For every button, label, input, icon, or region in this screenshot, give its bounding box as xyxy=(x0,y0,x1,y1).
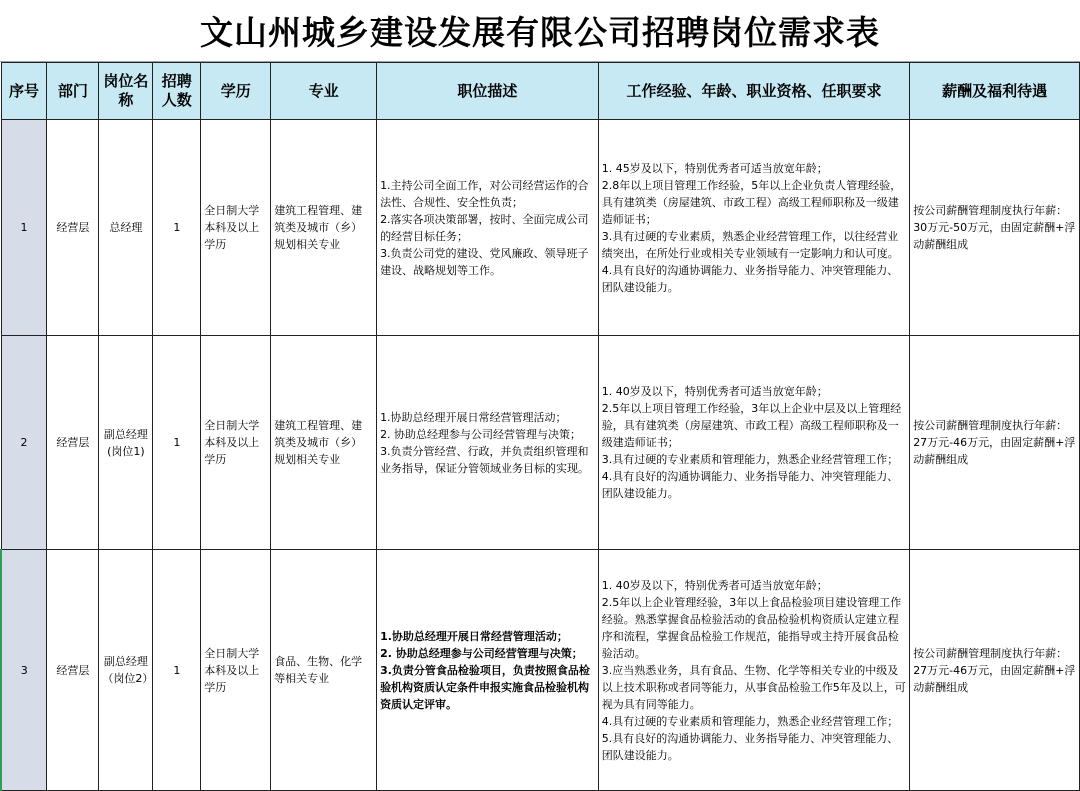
req-line: 1. 40岁及以下，特别优秀者可适当放宽年龄； xyxy=(601,578,828,592)
desc-line: 3.负责分管食品检验项目，负责按照食品检验机构资质认定条件申报实施食品检验机构资质认定评审。 xyxy=(380,663,590,711)
table-row xyxy=(1,120,1080,336)
row-major: 食品、生物、化学等相关专业 xyxy=(271,550,377,791)
req-line: 3.具有过硬的专业素质和管理能力，熟悉企业经营管理工作； xyxy=(601,453,899,466)
req-line: 1. 40岁及以下，特别优秀者可适当放宽年龄； xyxy=(601,385,828,398)
page-title: 文山州城乡建设发展有限公司招聘岗位需求表 xyxy=(0,0,1080,62)
req-line: 3.具有过硬的专业素质，熟悉企业经营管理工作，以往经营业绩突出，在所处行业或相关专业领域有一定影响力和认可度。 xyxy=(601,229,899,260)
req-line: 3.应当熟悉业务，具有食品、生物、化学等相关专业的中级及以上技术职称或者同等能力，从事食品检验工作5年及以上，可视为具有同等能力。 xyxy=(601,663,906,711)
row-major: 建筑工程管理、建筑类及城市（乡）规划相关专业 xyxy=(271,120,377,336)
row-post: 副总经理（岗位2） xyxy=(99,550,153,791)
row-count: 1 xyxy=(153,550,201,791)
row-req xyxy=(598,550,909,791)
desc-line: 1.主持公司全面工作，对公司经营运作的合法性、合规性、安全性负责； xyxy=(380,178,589,209)
row-edu: 全日制大学本科及以上学历 xyxy=(201,120,271,336)
req-line: 2.8年以上项目管理工作经验，5年以上企业负责人管理经验，具有建筑类（房屋建筑、市政工程）高级工程师职称及一级建造师证书； xyxy=(601,178,902,226)
row-major: 建筑工程管理、建筑类及城市（乡）规划相关专业 xyxy=(271,336,377,550)
row-dept: 经营层 xyxy=(47,336,99,550)
req-line: 1. 45岁及以下，特别优秀者可适当放宽年龄； xyxy=(601,161,828,175)
row-seq: 2 xyxy=(1,336,47,550)
header-row xyxy=(1,63,1080,120)
req-line: 4.具有良好的沟通协调能力、业务指导能力、冲突管理能力、团队建设能力。 xyxy=(601,263,899,294)
req-line: 4.具有过硬的专业素质和管理能力，熟悉企业经营管理工作； xyxy=(601,714,899,728)
row-post: 副总经理(岗位1) xyxy=(99,336,153,550)
req-line: 2.5年以上企业管理经验，3年以上食品检验项目建设管理工作经验。熟悉掌握食品检验活动的食品检验机构资质认定建立程序和流程，掌握食品检验工作规范，能指导或主持开展食品检验活动。 xyxy=(601,595,902,660)
header-seq: 序号 xyxy=(1,63,47,120)
header-pay: 薪酬及福利待遇 xyxy=(910,63,1080,120)
row-count: 1 xyxy=(153,336,201,550)
desc-line: 3.负责分管经营、行政，并负责组织管理和业务指导，保证分管领域业务目标的实现。 xyxy=(380,444,590,475)
header-post: 岗位名称 xyxy=(99,63,153,120)
req-line: 4.具有良好的沟通协调能力、业务指导能力、冲突管理能力、团队建设能力。 xyxy=(601,470,899,500)
header-major: 专业 xyxy=(271,63,377,120)
header-desc: 职位描述 xyxy=(377,63,599,120)
row-post: 总经理 xyxy=(99,120,153,336)
row-pay: 按公司薪酬管理制度执行年薪：27万元-46万元，由固定薪酬+浮动薪酬组成 xyxy=(910,336,1080,550)
desc-line: 2. 协助总经理参与公司经营管理与决策； xyxy=(380,427,582,441)
row-req xyxy=(598,120,909,336)
row-edu: 全日制大学本科及以上学历 xyxy=(201,336,271,550)
row-count: 1 xyxy=(153,120,201,336)
row-pay: 按公司薪酬管理制度执行年薪：30万元-50万元，由固定薪酬+浮动薪酬组成 xyxy=(910,120,1080,336)
job-requirements-table xyxy=(0,62,1080,791)
row-dept: 经营层 xyxy=(47,550,99,791)
row-edu: 全日制大学本科及以上学历 xyxy=(201,550,271,791)
table-row xyxy=(1,336,1080,550)
req-line: 5.具有良好的沟通协调能力、业务指导能力、冲突管理能力、团队建设能力。 xyxy=(601,731,899,762)
desc-line: 1.协助总经理开展日常经营管理活动； xyxy=(380,629,568,643)
desc-line: 2. 协助总经理参与公司经营管理与决策； xyxy=(380,646,583,660)
desc-line: 1.协助总经理开展日常经营管理活动； xyxy=(380,410,567,424)
header-req: 工作经验、年龄、职业资格、任职要求 xyxy=(598,63,909,120)
row-desc xyxy=(377,550,599,791)
header-edu: 学历 xyxy=(201,63,271,120)
row-desc xyxy=(377,120,599,336)
row-req xyxy=(598,336,909,550)
row-dept: 经营层 xyxy=(47,120,99,336)
req-line: 2.5年以上项目管理工作经验，3年以上企业中层及以上管理经验，具有建筑类（房屋建筑、市政工程）高级工程师职称及一级建造师证书； xyxy=(601,402,902,449)
row-pay: 按公司薪酬管理制度执行年薪：27万元-46万元，由固定薪酬+浮动薪酬组成 xyxy=(910,550,1080,791)
row-desc xyxy=(377,336,599,550)
header-dept: 部门 xyxy=(47,63,99,120)
desc-line: 2.落实各项决策部署，按时、全面完成公司的经营目标任务； xyxy=(380,212,589,243)
desc-line: 3.负责公司党的建设、党风廉政、领导班子建设、战略规划等工作。 xyxy=(380,246,589,277)
row-seq: 1 xyxy=(1,120,47,336)
header-count: 招聘人数 xyxy=(153,63,201,120)
table-row xyxy=(1,550,1080,791)
row-seq: 3 xyxy=(1,550,47,791)
